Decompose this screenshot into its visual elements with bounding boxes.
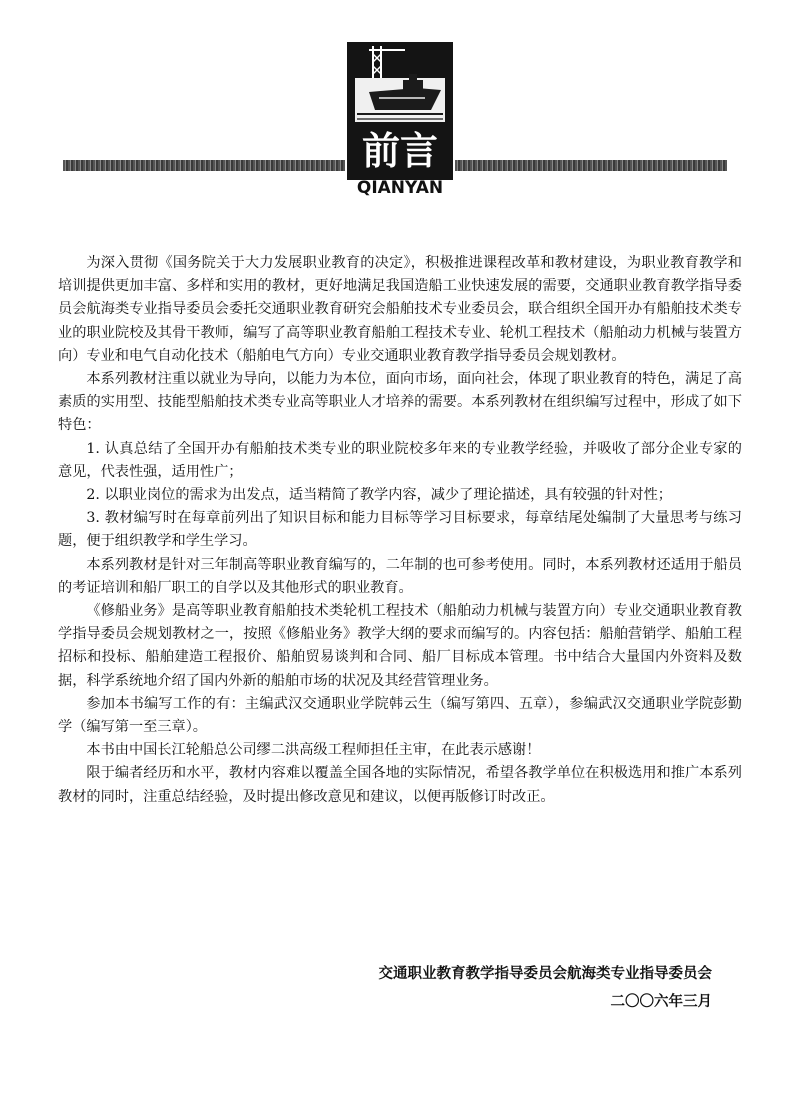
preface-body	[58, 252, 742, 809]
list-item: 3. 教材编写时在每章前列出了知识目标和能力目标等学习目标要求，每章结尾处编制了大量思考与练习题，便于组织教学和学生学习。	[58, 510, 742, 550]
paragraph: 本系列教材注重以就业为导向，以能力为本位，面向市场，面向社会，体现了职业教育的特色，满足了高素质的实用型、技能型船舶技术类专业高等职业人才培养的需要。本系列教材在组织编写过程中，形成了如下特色：	[58, 371, 742, 434]
signature-date: 二〇〇六年三月	[610, 994, 712, 1010]
logo-title: 前言	[361, 129, 439, 173]
paragraph: 本书由中国长江轮船总公司缪二洪高级工程师担任主审，在此表示感谢！	[86, 742, 541, 759]
paragraph: 为深入贯彻《国务院关于大力发展职业教育的决定》，积极推进课程改革和教材建设，为职业教育教学和培训提供更加丰富、多样和实用的教材，更好地满足我国造船工业快速发展的需要，交通职业教育教学指导委员会航海类专业指导委员会委托交通职业教育研究会船舶技术专业委员会，联合组织全国开办有船舶技术类专业的职业院校及其骨干教师，编写了高等职业教育船舶工程技术专业、轮机工程技术（船舶动力机械与装置方向）专业和电气自动化技术（船舶电气方向）专业交通职业教育教学指导委员会规划教材。	[58, 255, 742, 364]
decorative-bar-left	[63, 160, 345, 171]
header-subtitle: QIANYAN	[356, 178, 444, 198]
paragraph: 本系列教材是针对三年制高等职业教育编写的，二年制的也可参考使用。同时，本系列教材还适用于船员的考证培训和船厂职工的自学以及其他形式的职业教育。	[58, 556, 742, 596]
list-item: 2. 以职业岗位的需求为出发点，适当精简了教学内容，减少了理论描述，具有较强的针对性；	[86, 487, 672, 504]
chapter-header	[0, 0, 790, 210]
paragraph: 参加本书编写工作的有：主编武汉交通职业学院韩云生（编写第四、五章），参编武汉交通职业学院彭勤学（编写第一至三章）。	[58, 695, 742, 736]
paragraph: 《修船业务》是高等职业教育船舶技术类轮机工程技术（船舶动力机械与装置方向）专业交通职业教育教学指导委员会规划教材之一，按照《修船业务》教学大纲的要求而编写的。内容包括：船舶营销学、船舶工程招标和投标、船舶建造工程报价、船舶贸易谈判和合同、船厂目标成本管理。书中结合大量国内外资料及数据，科学系统地介绍了国内外新的船舶市场的状况及其经营管理业务。	[58, 603, 742, 689]
list-item: 1. 认真总结了全国开办有船舶技术类专业的职业院校多年来的专业教学经验，并吸收了部分企业专家的意见，代表性强，适用性广；	[58, 440, 742, 480]
decorative-bar-right	[455, 160, 727, 171]
paragraph: 限于编者经历和水平，教材内容难以覆盖全国各地的实际情况，希望各教学单位在积极选用和推广本系列教材的同时，注重总结经验，及时提出修改意见和建议，以便再版修订时改正。	[58, 765, 742, 805]
signature-organization: 交通职业教育教学指导委员会航海类专业指导委员会	[378, 966, 712, 982]
ship-emblem-logo	[345, 40, 455, 182]
